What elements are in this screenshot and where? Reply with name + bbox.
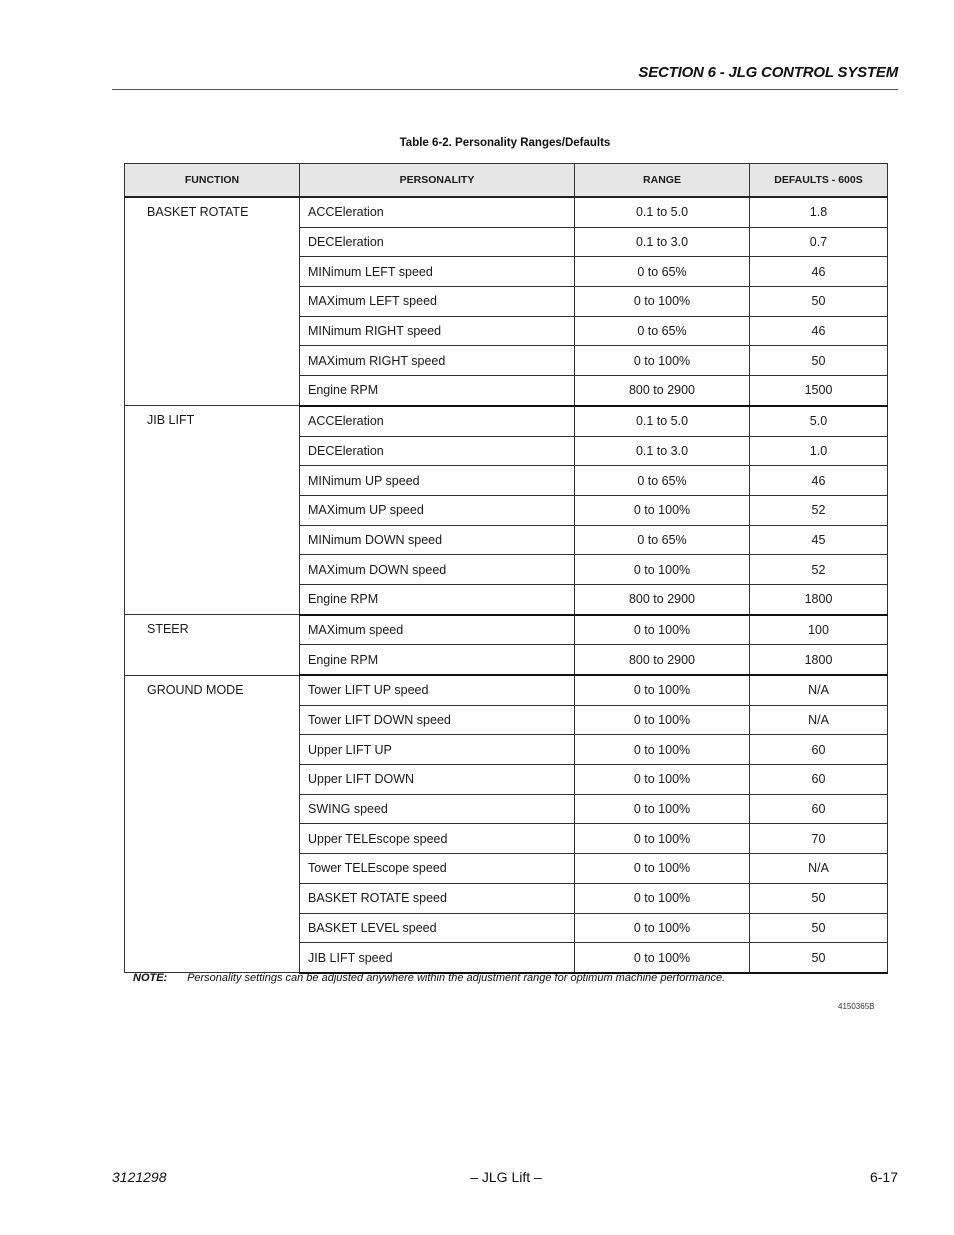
- personality-cell: Engine RPM: [300, 584, 575, 614]
- personality-cell: MINimum UP speed: [300, 466, 575, 496]
- table-caption: Table 6-2. Personality Ranges/Defaults: [399, 137, 611, 149]
- personality-cell: MAXimum speed: [300, 615, 575, 645]
- default-cell: 60: [750, 765, 888, 795]
- personality-cell: SWING speed: [300, 794, 575, 824]
- personality-cell: MAXimum LEFT speed: [300, 287, 575, 317]
- default-cell: 50: [750, 346, 888, 376]
- default-cell: N/A: [750, 675, 888, 705]
- range-cell: 0 to 65%: [575, 525, 750, 555]
- default-cell: 60: [750, 735, 888, 765]
- range-cell: 0 to 100%: [575, 824, 750, 854]
- range-cell: 800 to 2900: [575, 584, 750, 614]
- default-cell: 46: [750, 466, 888, 496]
- footer-page-number: 6-17: [869, 1169, 898, 1185]
- default-cell: 1800: [750, 584, 888, 614]
- range-cell: 0 to 100%: [575, 735, 750, 765]
- table-row: [125, 615, 888, 645]
- range-cell: 0.1 to 5.0: [575, 406, 750, 436]
- range-cell: 0.1 to 3.0: [575, 436, 750, 466]
- range-cell: 0 to 100%: [575, 765, 750, 795]
- range-cell: 0 to 100%: [575, 346, 750, 376]
- range-cell: 0 to 100%: [575, 675, 750, 705]
- default-cell: N/A: [750, 705, 888, 735]
- personality-cell: Upper TELEscope speed: [300, 824, 575, 854]
- default-cell: 1500: [750, 376, 888, 406]
- table-row: [125, 675, 888, 705]
- personality-table: [124, 163, 888, 974]
- default-cell: 1.0: [750, 436, 888, 466]
- personality-cell: Upper LIFT DOWN: [300, 765, 575, 795]
- range-cell: 0 to 100%: [575, 794, 750, 824]
- default-cell: 50: [750, 883, 888, 913]
- personality-cell: MINimum DOWN speed: [300, 525, 575, 555]
- column-header-function: FUNCTION: [125, 164, 300, 198]
- range-cell: 0 to 100%: [575, 913, 750, 943]
- range-cell: 0 to 100%: [575, 705, 750, 735]
- default-cell: 52: [750, 555, 888, 585]
- column-header-defaults: DEFAULTS - 600S: [750, 164, 888, 198]
- range-cell: 0 to 100%: [575, 943, 750, 973]
- default-cell: N/A: [750, 854, 888, 884]
- function-cell: BASKET ROTATE: [125, 197, 300, 406]
- section-title: SECTION 6 - JLG CONTROL SYSTEM: [638, 64, 898, 81]
- column-header-range: RANGE: [575, 164, 750, 198]
- default-cell: 1.8: [750, 197, 888, 227]
- header-divider: [112, 89, 898, 90]
- personality-cell: MINimum LEFT speed: [300, 257, 575, 287]
- personality-cell: DECEleration: [300, 436, 575, 466]
- personality-cell: MINimum RIGHT speed: [300, 316, 575, 346]
- range-cell: 0 to 65%: [575, 466, 750, 496]
- personality-cell: Tower LIFT UP speed: [300, 675, 575, 705]
- personality-cell: ACCEleration: [300, 197, 575, 227]
- figure-id: 4150365B: [838, 1002, 875, 1011]
- default-cell: 1800: [750, 645, 888, 675]
- default-cell: 50: [750, 913, 888, 943]
- range-cell: 0 to 65%: [575, 316, 750, 346]
- range-cell: 800 to 2900: [575, 645, 750, 675]
- range-cell: 0 to 100%: [575, 854, 750, 884]
- function-cell: STEER: [125, 615, 300, 675]
- personality-cell: Upper LIFT UP: [300, 735, 575, 765]
- personality-cell: Tower TELEscope speed: [300, 854, 575, 884]
- range-cell: 0 to 100%: [575, 287, 750, 317]
- range-cell: 0.1 to 5.0: [575, 197, 750, 227]
- default-cell: 46: [750, 257, 888, 287]
- footer-document-number: 3121298: [112, 1169, 167, 1185]
- default-cell: 52: [750, 495, 888, 525]
- table-header-row: [125, 164, 888, 198]
- function-cell: JIB LIFT: [125, 406, 300, 615]
- range-cell: 800 to 2900: [575, 376, 750, 406]
- range-cell: 0 to 100%: [575, 495, 750, 525]
- default-cell: 70: [750, 824, 888, 854]
- table-row: [125, 197, 888, 227]
- column-header-personality: PERSONALITY: [300, 164, 575, 198]
- personality-cell: Engine RPM: [300, 645, 575, 675]
- personality-cell: DECEleration: [300, 227, 575, 257]
- table-body: [125, 197, 888, 973]
- personality-cell: Engine RPM: [300, 376, 575, 406]
- personality-cell: MAXimum UP speed: [300, 495, 575, 525]
- default-cell: 45: [750, 525, 888, 555]
- personality-cell: Tower LIFT DOWN speed: [300, 705, 575, 735]
- personality-cell: MAXimum RIGHT speed: [300, 346, 575, 376]
- personality-cell: BASKET ROTATE speed: [300, 883, 575, 913]
- default-cell: 50: [750, 287, 888, 317]
- personality-cell: JIB LIFT speed: [300, 943, 575, 973]
- default-cell: 50: [750, 943, 888, 973]
- footer-title: – JLG Lift –: [470, 1169, 542, 1185]
- note-text: Personality settings can be adjusted anywhere within the adjustment range for optimum machine performance.: [187, 972, 726, 984]
- range-cell: 0 to 100%: [575, 555, 750, 585]
- personality-cell: MAXimum DOWN speed: [300, 555, 575, 585]
- range-cell: 0 to 100%: [575, 883, 750, 913]
- range-cell: 0 to 65%: [575, 257, 750, 287]
- personality-cell: ACCEleration: [300, 406, 575, 436]
- default-cell: 5.0: [750, 406, 888, 436]
- range-cell: 0.1 to 3.0: [575, 227, 750, 257]
- default-cell: 60: [750, 794, 888, 824]
- table-row: [125, 406, 888, 436]
- note-label: NOTE:: [133, 972, 168, 984]
- default-cell: 100: [750, 615, 888, 645]
- personality-cell: BASKET LEVEL speed: [300, 913, 575, 943]
- default-cell: 46: [750, 316, 888, 346]
- table-note: [133, 972, 725, 984]
- default-cell: 0.7: [750, 227, 888, 257]
- range-cell: 0 to 100%: [575, 615, 750, 645]
- function-cell: GROUND MODE: [125, 675, 300, 973]
